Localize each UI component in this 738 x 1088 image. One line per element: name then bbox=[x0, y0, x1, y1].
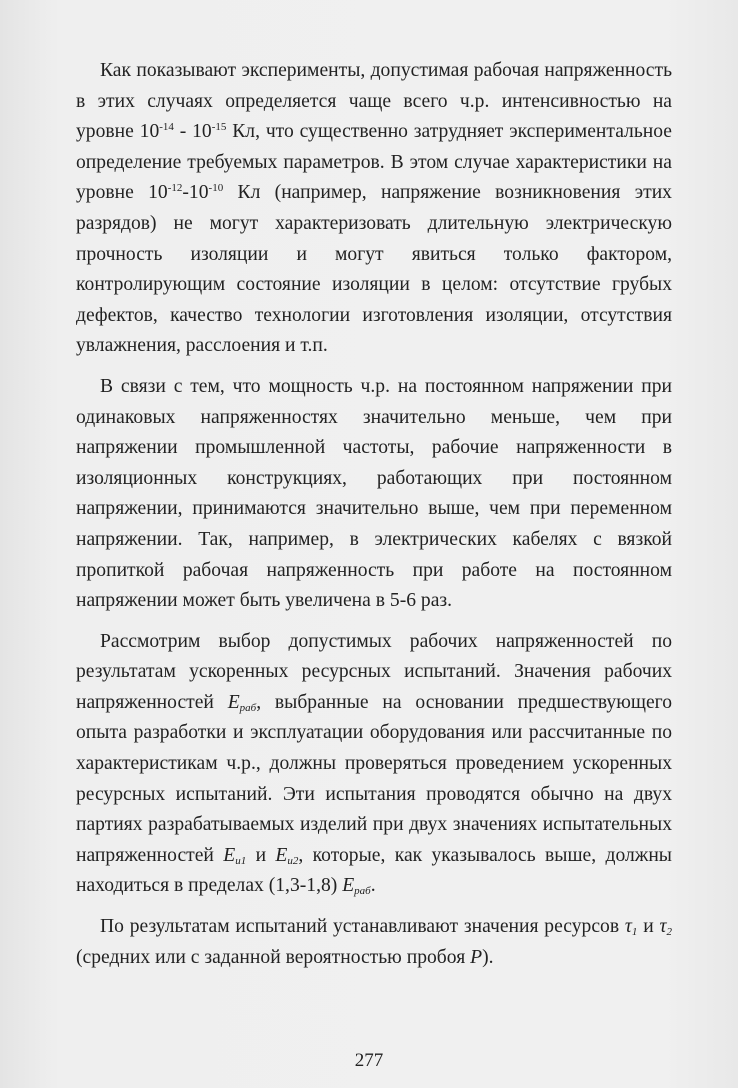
p1-text-b: - 10 bbox=[173, 121, 212, 143]
p3-subscript-u2: и2 bbox=[287, 854, 299, 867]
p4-symbol-tau-1: τ bbox=[624, 916, 632, 938]
p3-text-c: и bbox=[246, 844, 276, 866]
p3-symbol-e-rab-2: E bbox=[342, 875, 355, 897]
p1-exponent-4: -10 bbox=[208, 182, 224, 195]
paragraph-1 bbox=[76, 56, 672, 362]
page-number: 277 bbox=[354, 1050, 384, 1071]
p3-symbol-e-rab: E bbox=[227, 691, 240, 713]
p4-text-a: По результатам испытаний устанавливают значения ресурсов bbox=[100, 916, 625, 938]
paragraph-3 bbox=[76, 627, 672, 902]
paragraph-2 bbox=[76, 372, 672, 617]
p3-text-a: Рассмотрим выбор допустимых рабочих напряженностей по результатам ускоренных ресурсных испытаний. Значения рабочих напряженностей bbox=[76, 630, 672, 713]
p1-text-d: -10 bbox=[182, 182, 209, 204]
p4-text-d: ). bbox=[482, 946, 494, 968]
p2-text: В связи с тем, что мощность ч.р. на постоянном напряжении при одинаковых напряженностях значительно меньше, чем при напряжении промышленной частоты, рабочие напряженности в изоляционных конструкциях, работающих при постоянном напряжении, принимаются значительно выше, чем при переменном напряжении. Так, например, в электрических кабелях с вязкой пропиткой рабочая напряженность при работе на постоянном напряжении может быть увеличена в 5-6 раз. bbox=[76, 375, 672, 612]
p3-text-d: , которые, как указывалось выше, должны находиться в пределах (1,3-1,8) bbox=[76, 844, 672, 897]
p4-symbol-p: P bbox=[470, 946, 483, 968]
p4-text-c: (средних или с заданной вероятностью пробоя bbox=[76, 946, 471, 968]
p1-text-a: Как показывают эксперименты, допустимая рабочая напряженность в этих случаях определяется чаще всего ч.р. интенсивностью на уровне 10 bbox=[76, 60, 672, 143]
p4-text-b: и bbox=[637, 916, 660, 938]
p1-text-c: Кл, что существенно затрудняет экспериментальное определение требуемых параметров. В этом случае характеристики на уровне 10 bbox=[76, 121, 672, 204]
p3-text-b: , выбранные на основании предшествующего опыта разработки и эксплуатации оборудования или рассчитанные по характеристикам ч.р., должны проверяться проведением ускоренных ресурсных испытаний. Эти испытания проводятся обычно на двух партиях разрабатываемых изделий при двух значениях испытательных напряженностей bbox=[76, 691, 672, 866]
p1-text-e: Кл (например, напряжение возникновения этих разрядов) не могут характеризовать длительную электрическую прочность изоляции и могут явиться только фактором, контролирующим состояние изоляции в целом: отсутствие грубых дефектов, качество технологии изготовления изоляции, отсутствия увлажнения, расслоения и т.п. bbox=[76, 182, 672, 357]
p3-subscript-rab: раб bbox=[239, 701, 257, 714]
p3-subscript-rab-2: раб bbox=[354, 885, 371, 898]
p4-subscript-1: 1 bbox=[631, 926, 638, 939]
p3-symbol-e-u2: E bbox=[275, 844, 288, 866]
p3-subscript-u1: и1 bbox=[235, 854, 247, 867]
p1-exponent-3: -12 bbox=[167, 182, 183, 195]
paragraph-4 bbox=[76, 912, 672, 973]
p3-text-e: . bbox=[370, 875, 376, 897]
p1-exponent-2: -15 bbox=[211, 121, 227, 134]
p1-exponent-1: -14 bbox=[159, 121, 174, 134]
p3-symbol-e-u1: E bbox=[223, 844, 236, 866]
body-text bbox=[76, 56, 672, 973]
p4-symbol-tau-2: τ bbox=[659, 916, 667, 938]
p4-subscript-2: 2 bbox=[666, 926, 672, 939]
